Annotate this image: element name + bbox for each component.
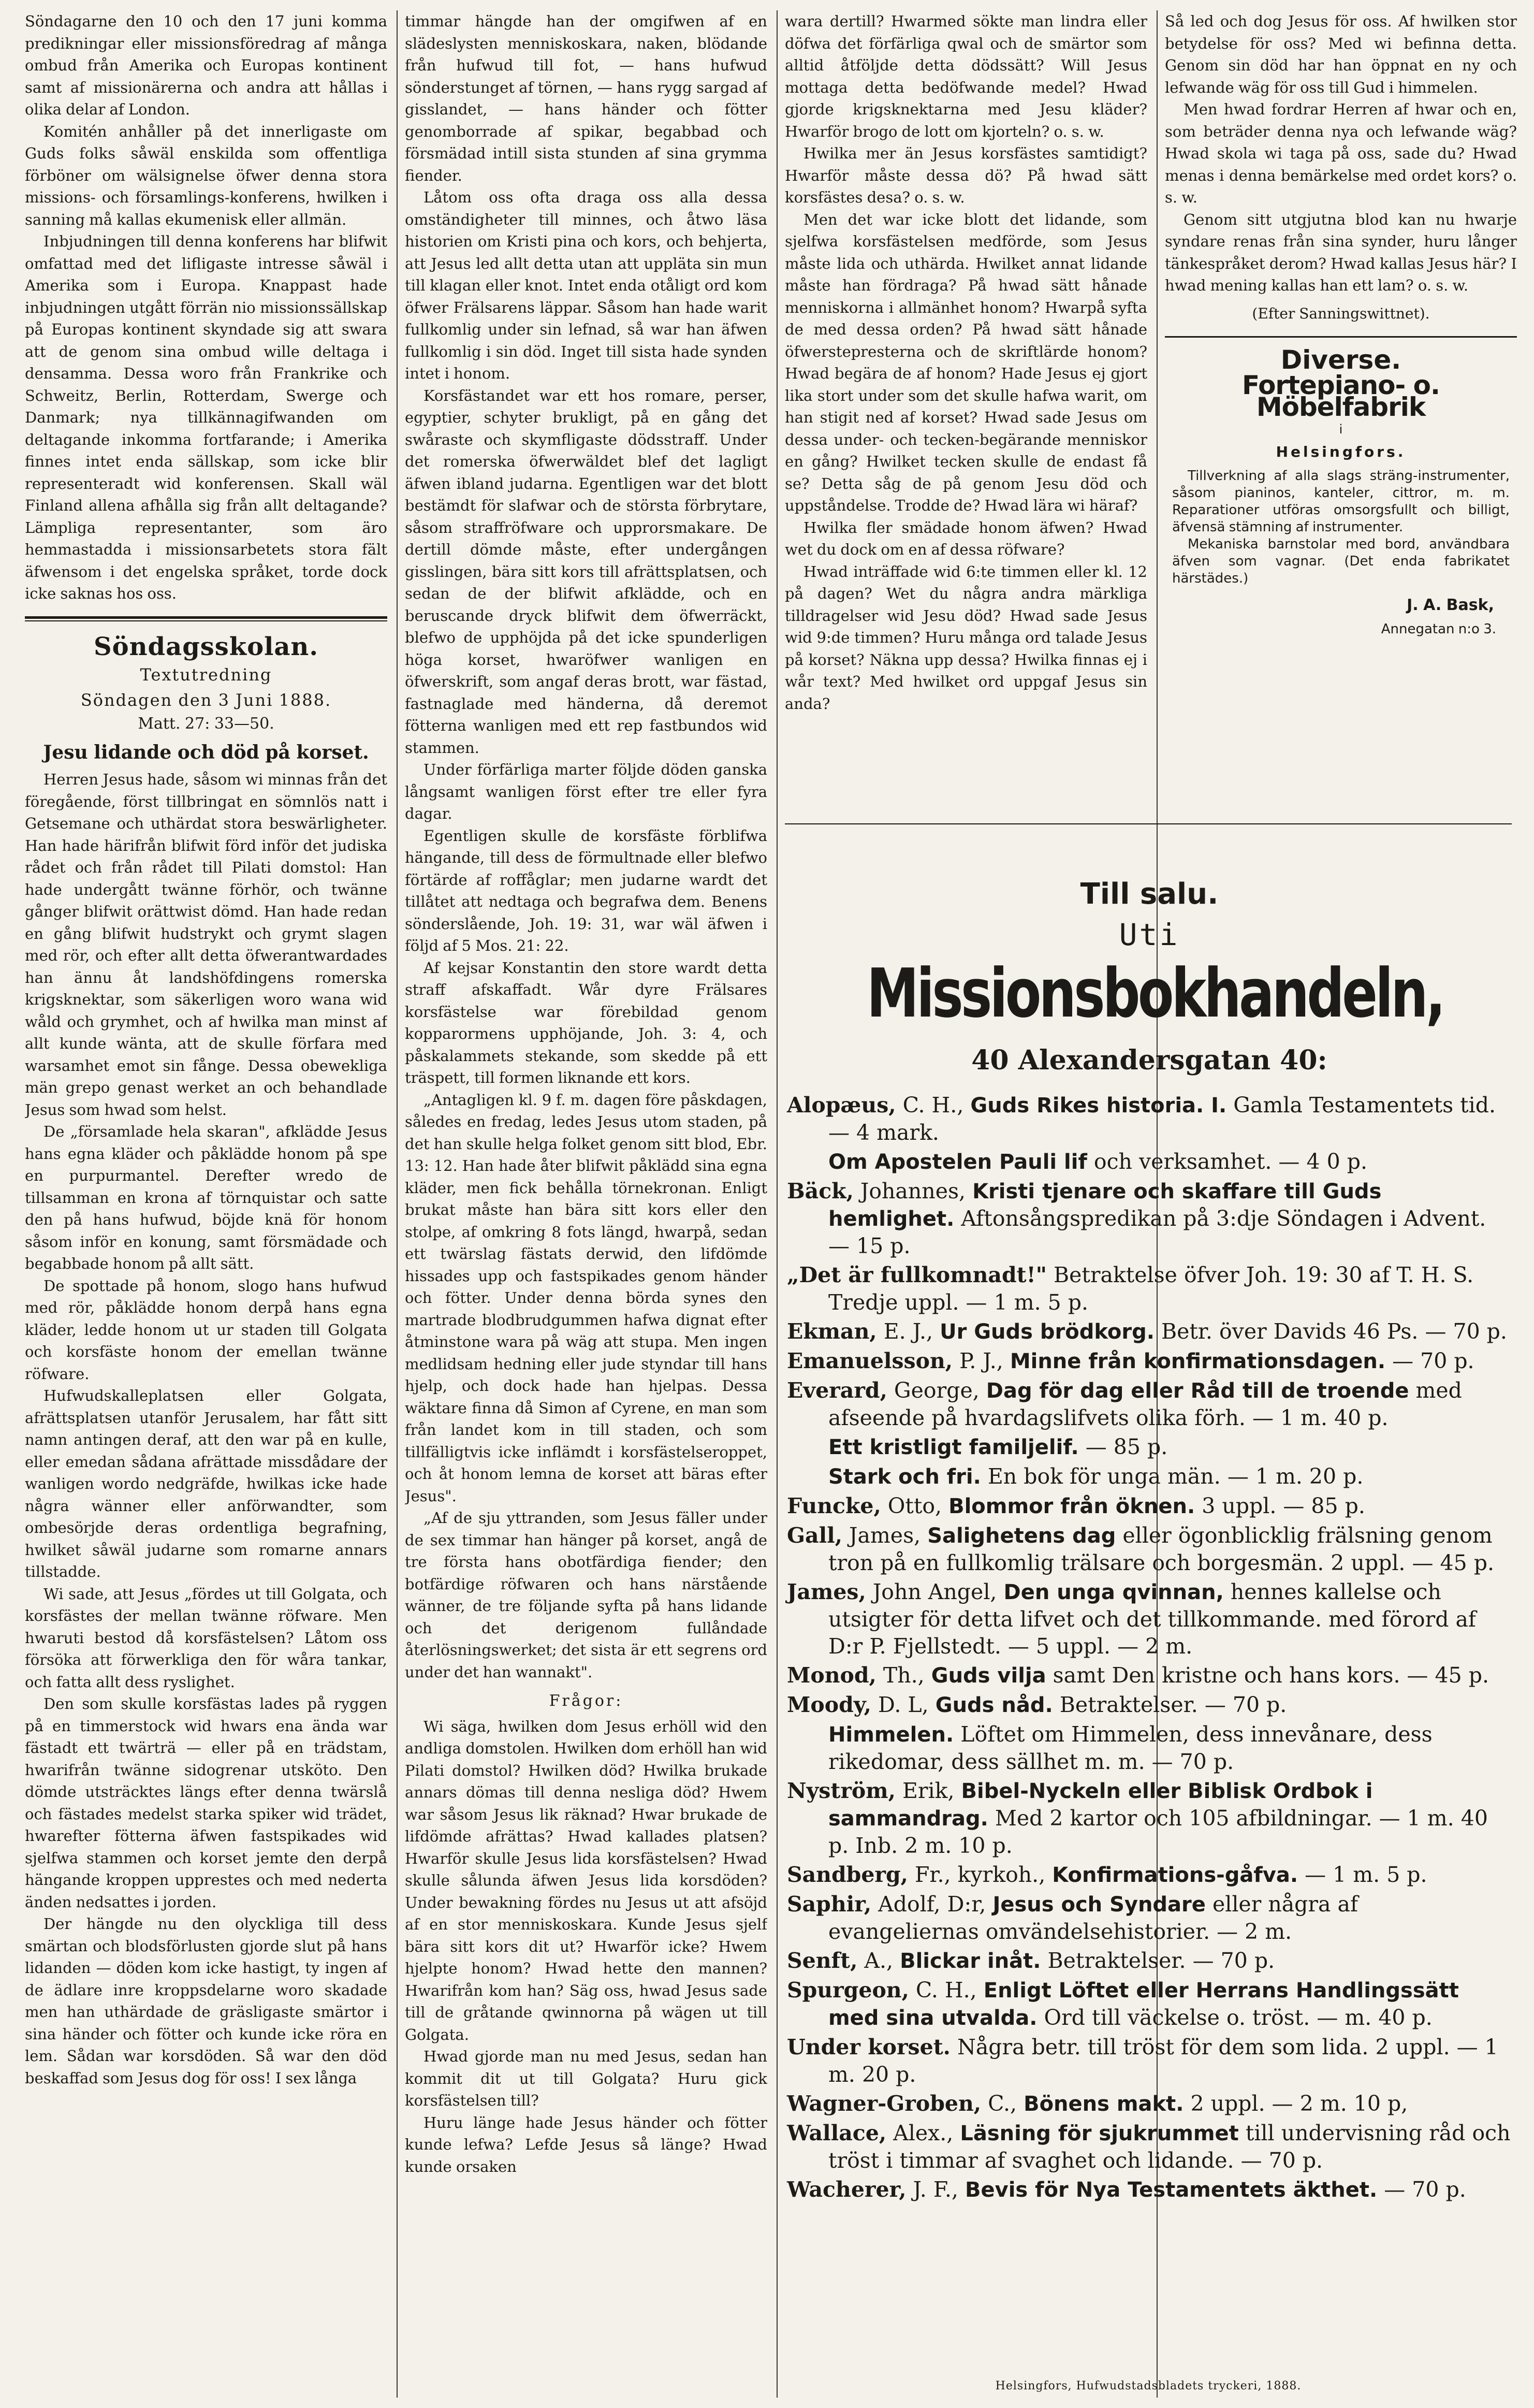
book-entry <box>787 1433 1512 1461</box>
book-author: Everard, <box>787 1378 887 1403</box>
book-detail: C. H., <box>909 1978 984 2003</box>
book-title: Jesus och Syndare <box>992 1893 1206 1917</box>
book-title: Kristi tjenare och skaffare till Guds hemlighet. <box>828 1180 1382 1231</box>
book-author: Gall, <box>787 1523 843 1548</box>
question-paragraph: Så led och dog Jesus för oss. Af hwilken stor betydelse för oss? Med wi befinna detta. Genom sin död har han öppnat en ny och lefwande wäg för oss till Gud i himmelen. <box>1165 12 1517 96</box>
book-detail: — 70 p. <box>1385 1348 1474 1373</box>
book-detail: C., <box>981 2091 1024 2116</box>
ad-heading: Till salu. <box>1080 877 1219 911</box>
book-entry <box>787 1148 1512 1176</box>
scripture-reference: Matt. 27: 33—50. <box>138 715 274 733</box>
book-title: Enligt Löftet eller Herrans Handlingssätt med sina utvalda. <box>828 1979 1459 2030</box>
article-paragraph: Söndagarne den 10 och den 17 juni komma predikningar eller missionsföredrag af många ombud från Amerika och Europas kontinent samt af missionärerna och andra att hållas i olika delar af London. <box>25 12 387 118</box>
book-title: Guds Rikes historia. I. <box>970 1094 1227 1118</box>
book-author: Emanuelsson, <box>787 1348 953 1373</box>
book-detail: En bok för unga män. — 1 m. 20 p. <box>981 1464 1364 1489</box>
book-detail: J. F., <box>906 2177 966 2202</box>
column-3 <box>785 10 1147 797</box>
question-paragraph: Huru länge hade Jesus händer och fötter kunde lefwa? Lefde Jesus så länge? Hwad kunde orsaken <box>405 2113 767 2175</box>
lesson-paragraph: Hufwudskalleplatsen eller Golgata, afrättsplatsen utanför Jerusalem, har fått sitt namn antingen deraf, att den war på en kulle, eller emedan sådana afrättade missdådare der wanligen wordo nedgräfde, hwilkas icke hade några wänner eller anförwandter, som ombesörjde deras ordentliga begrafning, hwilket såwäl judarne som romarne annars tillstadde. <box>25 1387 387 1580</box>
book-detail: E. J., <box>876 1319 940 1344</box>
book-detail: — 70 p. <box>1377 2177 1466 2202</box>
book-entry <box>787 1377 1512 1431</box>
book-detail: till undervisning råd och tröst i timmar af svaghet och lidande. — 70 p. <box>828 2121 1511 2173</box>
book-detail: 2 uppl. — 2 m. 10 p, <box>1184 2091 1408 2116</box>
question-paragraph: Hwilka mer än Jesus korsfästes samtidigt? Hwarför måste dessa dö? På hwad sätt korsfästes desa? o. s. w. <box>785 144 1147 206</box>
book-detail: — 85 p. <box>1078 1434 1168 1459</box>
book-entry <box>787 1092 1512 1146</box>
book-detail: Johannes, <box>853 1179 973 1203</box>
book-detail <box>951 2035 957 2059</box>
column-2 <box>405 10 767 2398</box>
book-detail: P. J., <box>953 1348 1010 1373</box>
book-detail: C. H., <box>896 1093 971 1118</box>
book-author: Moody, <box>787 1692 871 1717</box>
book-title: Bevis för Nya Testamentets äkthet. <box>965 2178 1378 2202</box>
article-paragraph: Komitén anhåller på det innerligaste om Guds folks såwäl enskilda som offentliga förböner om wälsignelse öfwer denna stora missions- och församlings-konferens, hwilken i sanning må kallas ekumenisk eller allmän. <box>25 122 387 228</box>
book-title: Ett kristligt familjelif. <box>828 1435 1079 1459</box>
book-list <box>787 1092 1512 2203</box>
question-paragraph: wara dertill? Hwarmed sökte man lindra eller döfwa det förfärliga qwal och de smärtor som alltid åtföljde detta dödssätt? Will Jesus mottaga detta bedöfwande medel? Hwad gjorde krigsknektarna med Jesu kläder? Hwarför brogo de lott om kjorteln? o. s. w. <box>785 12 1147 140</box>
book-detail: Ord till väckelse o. tröst. — m. 40 p. <box>1037 2005 1433 2030</box>
book-title: Bibel-Nyckeln eller Biblisk Ordbok i sammandrag. <box>828 1779 1373 1831</box>
ad-address: 40 Alexandersgatan 40: <box>971 1045 1327 1076</box>
book-author: James, <box>787 1579 866 1604</box>
book-title: Ur Guds brödkorg. <box>940 1320 1155 1344</box>
article-paragraph: Inbjudningen till denna konferens har blifwit omfattad med det lifligaste intresse såwäl i Amerika som i Europa. Knappast hade inbjudningen utgått förrän nio missionssällskap på Europas kontinent skyndade sig att swara att de genom sina ombud wille deltaga i densamma. Dessa woro från Frankrike och Schweitz, Berlin, Rotterdam, Swerge och Danmark; nya tillkännagifwanden om deltagande inkomma fortfarande; i Amerika finnes intet enda sällskap, som icke blir representeradt wid konferensen. Skall wäl Finland allena afhålla sig från allt deltagande? Lämpliga representanter, som äro hemmastadda i missionsarbetets stora fält äfwensom i det engelska språket, torde dock icke saknas hos oss. <box>25 233 387 602</box>
book-author: Under korset. <box>787 2035 951 2059</box>
lesson-paragraph: Korsfästandet war ett hos romare, perser, egyptier, schyter brukligt, på en gång det swåraste och skymfligaste dödsstraff. Under det romerska öfwerwäldet blef det lagligt äfwen ibland judarna. Egentligen war det blott bestämdt för slafwar och de största förbrytare, såsom straffröfware och upprorsmakare. De dertill dömde måste, efter undergången gisslingen, bära sitt kors till afrättsplatsen, och sedan de der blifwit afklädde, och en beruscande dryck blifwit dem öfwerräckt, blefwo de upphöjda på det icke spunderligen höga korset, hwaröfwer wanligen en öfwerskrift, som angaf deras brott, war fästad, fastnaglade med händerna, då deremot fötterna wanligen med ett rep fastbundos wid stammen. <box>405 386 767 757</box>
book-detail: Betraktelser. — 70 p. <box>1041 1948 1275 1973</box>
book-detail: Betraktelser. — 70 p. <box>1053 1692 1287 1717</box>
book-detail: Fr., kyrkoh., <box>908 1862 1053 1887</box>
book-detail: Th., <box>876 1663 931 1688</box>
book-detail: A., <box>857 1948 900 1973</box>
book-title: Himmelen. <box>828 1723 954 1747</box>
book-detail: D. L, <box>871 1692 936 1717</box>
lesson-paragraph: Wi sade, att Jesus „fördes ut till Golgata, och korsfästes der mellan twänne röfware. Men hwaruti bestod då korsfästelsen? Låtom oss försöka att förwerkliga den för wåra tankar, och fatta allt dess ryslighet. <box>25 1585 387 1691</box>
column-4 <box>1165 10 1517 797</box>
question-paragraph: Wi säga, hwilken dom Jesus erhöll wid den andliga domstolen. Hwilken dom erhöll han wid Pilati domstol? Hwilken död? Hwilka brukade annars dömas till denna nesliga död? Hwem war såsom Jesus lik räknad? Hwar brukade de lifdömde afrättas? Hwad kallades platsen? Hwarför skulle Jesus lida korsfästelsen? Hwad skulle sålunda äfwen Jesus lida korsdöden? Under bewakning fördes nu Jesus ut att afsöjd af en stor menniskoskara. Kunde Jesus sjelf bära sitt kors dit ut? Hwarför icke? Hwem hjelpte honom? Hwad hette den mannen? Hwarifrån kom han? Säg oss, hwad Jesus sade till de gråtande qwinnorna på wägen ut till Golgata. <box>405 1717 767 2043</box>
book-author: Sandberg, <box>787 1862 908 1887</box>
bookshop-advertisement <box>787 833 1512 2386</box>
book-detail: James, <box>842 1523 928 1548</box>
book-entry <box>787 1721 1512 1775</box>
book-author: Senft, <box>787 1948 858 1973</box>
lesson-paragraph: Den som skulle korsfästas lades på ryggen på en timmerstock wid hwars ena ända war fästadt ett twärträ — eller på en trädstam, hwarifrån twänne sidogrenar utsköto. Den dömde utsträcktes längs efter denna twärslå och fästades medelst starka spiker wid trädet, hwarefter fötterna äfwen fastspikades wid sjelfwa stammen och korset jemte den derpå hängande kroppen upprestes och med nederta änden nedsattes i jorden. <box>25 1695 387 1911</box>
advertiser-preposition: i <box>1339 422 1343 437</box>
book-title: Salighetens dag <box>927 1524 1116 1548</box>
book-title: Blommor från öknen. <box>948 1495 1195 1518</box>
lesson-title: Jesu lidande och död på korset. <box>43 741 369 763</box>
book-detail: samt Den kristne och hans kors. — 45 p. <box>1046 1663 1489 1688</box>
book-author: Alopæus, <box>787 1093 896 1118</box>
book-title: Konfirmations-gåfva. <box>1052 1863 1298 1887</box>
book-detail: Betraktelse öfver Joh. 19: 30 af T. H. S. Tredje uppl. — 1 m. 5 p. <box>828 1263 1474 1315</box>
book-detail: John Angel, <box>866 1579 1004 1604</box>
book-title: Stark och fri. <box>828 1465 981 1489</box>
book-entry <box>787 1947 1512 1975</box>
section-subheading: Textutredning <box>140 665 272 685</box>
book-entry <box>787 1492 1512 1520</box>
ad-paragraph: Mekaniska barnstolar med bord, användbara äfven som vagnar. (Det enda fabrikatet härstädes.) <box>1172 536 1510 586</box>
book-entry <box>787 1347 1512 1375</box>
book-entry <box>787 2034 1512 2088</box>
book-entry <box>787 1578 1512 1660</box>
book-author: Monod, <box>787 1663 876 1688</box>
book-author: Ekman, <box>787 1319 877 1344</box>
section-divider <box>25 616 387 621</box>
book-detail: eller några af evangeliernas omvändelsehistorier. — 2 m. <box>828 1892 1358 1944</box>
book-entry <box>787 2176 1512 2203</box>
column-rule <box>777 10 778 2398</box>
advertiser-name: Fortepiano- o. Möbelfabrik <box>1241 370 1440 422</box>
question-paragraph: Men det war icke blott det lidande, som sjelfwa korsfästelsen medförde, som Jesus måste lida och uthärda. Hwilket annat lidande måste han fördraga? På hwad sätt hånade menniskorna i allmänhet honom? Hwarpå syfta de med dessa orden? På hwad sätt hånade öfwerstepresterna och de skriftlärde honom? Hwad begära de af honom? Hade Jesus ej gjort lika stort under som det skulle hafwa warit, om han stigit ned af korset? Hwad sade Jesus om dessa under- och tecken-begärande menniskor en gång? Hwilket tecken skulle de endast få se? Detta såg de på genom Jesu död och uppståndelse. Trodde de? Hwad lära wi häraf? <box>785 210 1147 514</box>
book-author: Wagner-Groben, <box>787 2091 982 2116</box>
book-author: Nyström, <box>787 1778 896 1803</box>
diverse-heading: Diverse. <box>1280 345 1401 375</box>
book-detail: Med 2 kartor och 105 afbildningar. — 1 m. 40 p. Inb. 2 m. 10 p. <box>828 1806 1488 1858</box>
book-entry <box>787 1777 1512 1859</box>
book-detail: Löftet om Himmelen, dess innevånare, dess rikedomar, dess sällhet m. m. — 70 p. <box>828 1722 1433 1774</box>
ad-paragraph: Tillverkning af alla slags sträng-instrumenter, såsom pianinos, kanteler, cittror, m. m. Reparationer utföras omsorgsfullt och billigt, äfvensä stämning af instrumenter. <box>1172 468 1510 535</box>
book-detail: Otto, <box>881 1493 949 1518</box>
advertiser-city: Helsingfors. <box>1276 443 1406 460</box>
lesson-paragraph: Der hängde nu den olyckliga till dess smärtan och blodsförlusten gjorde slut på hans lidanden — döden kom icke hastigt, ty ingen af de ädlare inre kroppsdelarne woro skadade men han uthärdade de gräsligaste smärtor i sina händer och fötter och kunde icke röra en lem. Sådan war korsdöden. Så war den död beskaffad som Jesus dog för oss! I sex långa <box>25 1915 387 2087</box>
ad-shop-name: Missionsbokhandeln, <box>867 954 1443 1033</box>
ad-address: Annegatan n:o 3. <box>1381 621 1496 637</box>
ad-text <box>1172 468 1510 587</box>
book-title: Guds nåd. <box>935 1693 1053 1717</box>
lesson-date: Söndagen den 3 Juni 1888. <box>80 690 332 710</box>
source-note: (Efter Sanningswittnet). <box>1252 304 1430 322</box>
book-detail: Adolf, D:r, <box>871 1892 993 1917</box>
book-detail <box>1047 1263 1054 1287</box>
lesson-paragraph: „Antagligen kl. 9 f. m. dagen före påskdagen, således en fredag, ledes Jesus utom staden, på det han skulle helga folket genom sitt blod, Ebr. 13: 12. Han hade åter blifwit påklädd sina egna kläder, men fick behålla törnekronan. Enligt brukat måste han bära sitt kors eller den stolpe, af omkring 8 fots längd, hwarpå, sedan ett twärslag fästats derwid, den lifdömde hissades upp och fastspikades genom händer och fötter. Under denna börda synes den martrade blodbrudgummen hafwa dignat efter åtminstone wara på wäg att stupa. Men ingen medlidsam hedning eller jude styndar till hans hjelp, och dock hade han hjelpas. Dessa wäktare finna då Simon af Cyrene, en man som från landet kom in till staden, och som tillfälligtvis icke inflämdt i korsfästelseroppet, och åt honom lemna de korset att bäras efter Jesus". <box>405 1091 767 1505</box>
book-title: Läsning för sjukrummet <box>960 2122 1239 2145</box>
ad-heading: Uti <box>1119 917 1180 952</box>
question-paragraph: Men hwad fordrar Herren af hwar och en, som beträder denna nya och lefwande wäg? Hwad skola wi taga på oss, sade du? Hwad menas i denna bemärkelse med ordet kors? o. s. w. <box>1165 100 1517 206</box>
book-detail: Några betr. till tröst för dem som lida. 2 uppl. — 1 m. 20 p. <box>828 2035 1498 2087</box>
book-detail: och verksamhet. — 4 0 p. <box>1087 1149 1367 1174</box>
book-detail: eller ögonblicklig frälsning genom tron på en fullkomlig trälsare och borgesmän. 2 uppl. — 45 p. <box>828 1523 1495 1575</box>
book-detail: Gamla Testamentets tid. — 4 mark. <box>828 1093 1496 1145</box>
book-author: Spurgeon, <box>787 1978 909 2003</box>
ad-top-rule <box>785 823 1512 824</box>
book-author: Bäck, <box>787 1179 854 1203</box>
book-entry <box>787 2090 1512 2117</box>
book-title: Den unga qvinnan, <box>1003 1580 1224 1604</box>
book-detail: George, <box>887 1378 986 1403</box>
book-entry <box>787 1463 1512 1490</box>
book-entry <box>787 1261 1512 1316</box>
book-detail: 3 uppl. — 85 p. <box>1195 1493 1365 1518</box>
section-title: Söndagsskolan. <box>93 632 319 661</box>
book-entry <box>787 1318 1512 1345</box>
lesson-paragraph: Egentligen skulle de korsfäste förblifwa hängande, till dess de förmultnade eller blefwo förtärde af roffåglar; men judarne wardt det tillåtet att nedtaga och begrafwa dem. Benens sönderslående, Joh. 19: 31, war wäl äfwen i följd af 5 Mos. 21: 22. <box>405 826 767 954</box>
book-entry <box>787 1178 1512 1259</box>
book-detail: hennes kallelse och utsigter för detta lifvet och det tillkommande. med förord af D:r P. Fjellstedt. — 5 uppl. — 2 m. <box>828 1579 1477 1659</box>
lesson-paragraph: „Af de sju yttranden, som Jesus fäller under de sex timmar han hänger på korset, angå de tre första hans obotfärdiga fiender; den botfärdige röfwaren och hans närstående wänner, de tre följande syfta på hans lidande och det derigenom fullåndade återlösningswerket; det sista är ett segrens ord under det han wannakt". <box>405 1509 767 1681</box>
question-paragraph: Hwilka fler smädade honom äfwen? Hwad wet du dock om en af dessa röfware? <box>785 518 1147 558</box>
book-entry <box>787 1662 1512 1689</box>
book-title: Dag för dag eller Råd till de troende <box>986 1379 1409 1403</box>
book-entry <box>787 1522 1512 1576</box>
book-author: „Det är fullkomnadt!" <box>787 1263 1047 1287</box>
book-detail: — 1 m. 5 p. <box>1298 1862 1427 1887</box>
book-entry <box>787 1691 1512 1719</box>
book-entry <box>787 1891 1512 1945</box>
question-paragraph: Hwad gjorde man nu med Jesus, sedan han kommit dit ut till Golgata? Huru gick korsfästelsen till? <box>405 2048 767 2109</box>
book-title: Minne från konfirmationsdagen. <box>1010 1350 1386 1373</box>
book-entry <box>787 1977 1512 2032</box>
lesson-paragraph: De spottade på honom, slogo hans hufwud med rör, påklädde honom derpå hans egna kläder, ledde honom ut ur staden till Golgata och korsfäste honom der emellan twänne röfware. <box>25 1276 387 1383</box>
book-detail: Alex., <box>886 2121 960 2145</box>
lesson-paragraph: Låtom oss ofta draga oss alla dessa omständigheter till minnes, och åtwo läsa historien om Kristi pina och kors, och behjerta, att Jesus led allt detta utan att uppläta sin mun till klagan eller knot. Intet enda otåligt ord kom öfwer Frälsarens läppar. Såsom han hade warit fullkomlig under sin lefnad, så war han äfwen fullkomlig i sin död. Inget till sista hade synden intet i honom. <box>405 188 767 382</box>
book-title: Om Apostelen Pauli lif <box>828 1150 1087 1174</box>
book-detail: Aftonsångspredikan på 3:dje Söndagen i Advent. — 15 p. <box>828 1206 1486 1258</box>
column-rule <box>397 10 398 2398</box>
book-title: Guds vilja <box>931 1664 1046 1688</box>
book-entry <box>787 2120 1512 2174</box>
book-author: Wacherer, <box>787 2177 907 2202</box>
book-title: Bönens makt. <box>1024 2092 1184 2116</box>
lesson-paragraph: Under förfärliga marter följde döden ganska långsamt wanligen först efter tre eller fyra dagar. <box>405 761 767 822</box>
ad-signature: J. A. Bask, <box>1407 596 1494 614</box>
book-detail: med afseende på hvardagslifvets olika förh. — 1 m. 40 p. <box>828 1378 1462 1430</box>
lesson-paragraph: De „församlade hela skaran", afklädde Jesus hans egna kläder och påklädde honom på spe en purpurmantel. Derefter wredo de tillsamman en krona af törnquistar och satte den på hans hufwud, böjde knä för honom såsom inför en konung, samt försmädade och begabbade honom på allt sätt. <box>25 1123 387 1272</box>
book-detail: Betr. över Davids 46 Ps. — 70 p. <box>1154 1319 1507 1344</box>
book-entry <box>787 1861 1512 1889</box>
question-paragraph: Hwad inträffade wid 6:te timmen eller kl. 12 på dagen? Wet du några andra märkliga tilldragelser wid Jesu död? Hwad sade Jesus wid 9:de timmen? Huru många ord talade Jesus på korset? Näkna upp dessa? Hwilka finnas ej i wår text? Med hwilket ord uppgaf Jesus sin anda? <box>785 562 1147 713</box>
questions-heading: Frågor: <box>549 1692 623 1710</box>
lesson-paragraph: timmar hängde han der omgifwen af en slädeslysten menniskoskara, naken, blödande från hufwud till fot, — hans hufwud sönderstunget af törnen, — hans rygg sargad af gisslandet, — hans händer och fötter genomborrade af spikar, begabbad och försmädad intill sista stunden af sina grymma fiender. <box>405 12 767 184</box>
book-author: Saphir, <box>787 1892 872 1917</box>
book-author: Funcke, <box>787 1493 881 1518</box>
section-divider <box>1165 336 1517 338</box>
question-paragraph: Genom sitt utgjutna blod kan nu hwarje syndare renas från sina synder, huru långer tänkespråket derom? Hwad kallas Jesus här? I hwad mening kallas han ett lam? o. s. w. <box>1165 210 1517 294</box>
book-author: Wallace, <box>787 2121 887 2145</box>
printer-line: Helsingfors, Hufwudstadsbladets tryckeri, 1888. <box>995 2380 1302 2392</box>
book-detail: Erik, <box>895 1778 961 1803</box>
newspaper-page <box>16 10 1517 2398</box>
column-1 <box>25 10 387 2398</box>
lesson-paragraph: Herren Jesus hade, såsom wi minnas från det föregående, först tillbringat en sömnlös natt i Getsemane och uthärdat stora beswärligheter. Han hade härifrån blifwit förd inför det judiska rådet och från rådet till Pilati domstol: Han hade undergått twänne förhör, och twänne gånger blifwit orättwist dömd. Han hade redan en gång blifwit hudstrykt och grymt slagen med rör, och efter allt detta öfwerantwardades han ännu åt landshöfdingens romerska krigsknektar, som säkerligen woro wana wid wåld och grymhet, och af hwilka man minst af allt kunde wänta, att de skulle förfara med warsamhet emot sin fånge. Dessa obewekliga män grepo genast werket an och behandlade Jesus som hwad som helst. <box>25 771 387 1119</box>
lesson-paragraph: Af kejsar Konstantin den store wardt detta straff afskaffadt. Wår dyre Frälsares korsfästelse war förebildad genom kopparormens upphöjande, Joh. 3: 4, och påskalammets stekande, som skedde på ett träspett, till formen liknande ett kors. <box>405 959 767 1086</box>
book-title: Blickar inåt. <box>900 1949 1041 1973</box>
